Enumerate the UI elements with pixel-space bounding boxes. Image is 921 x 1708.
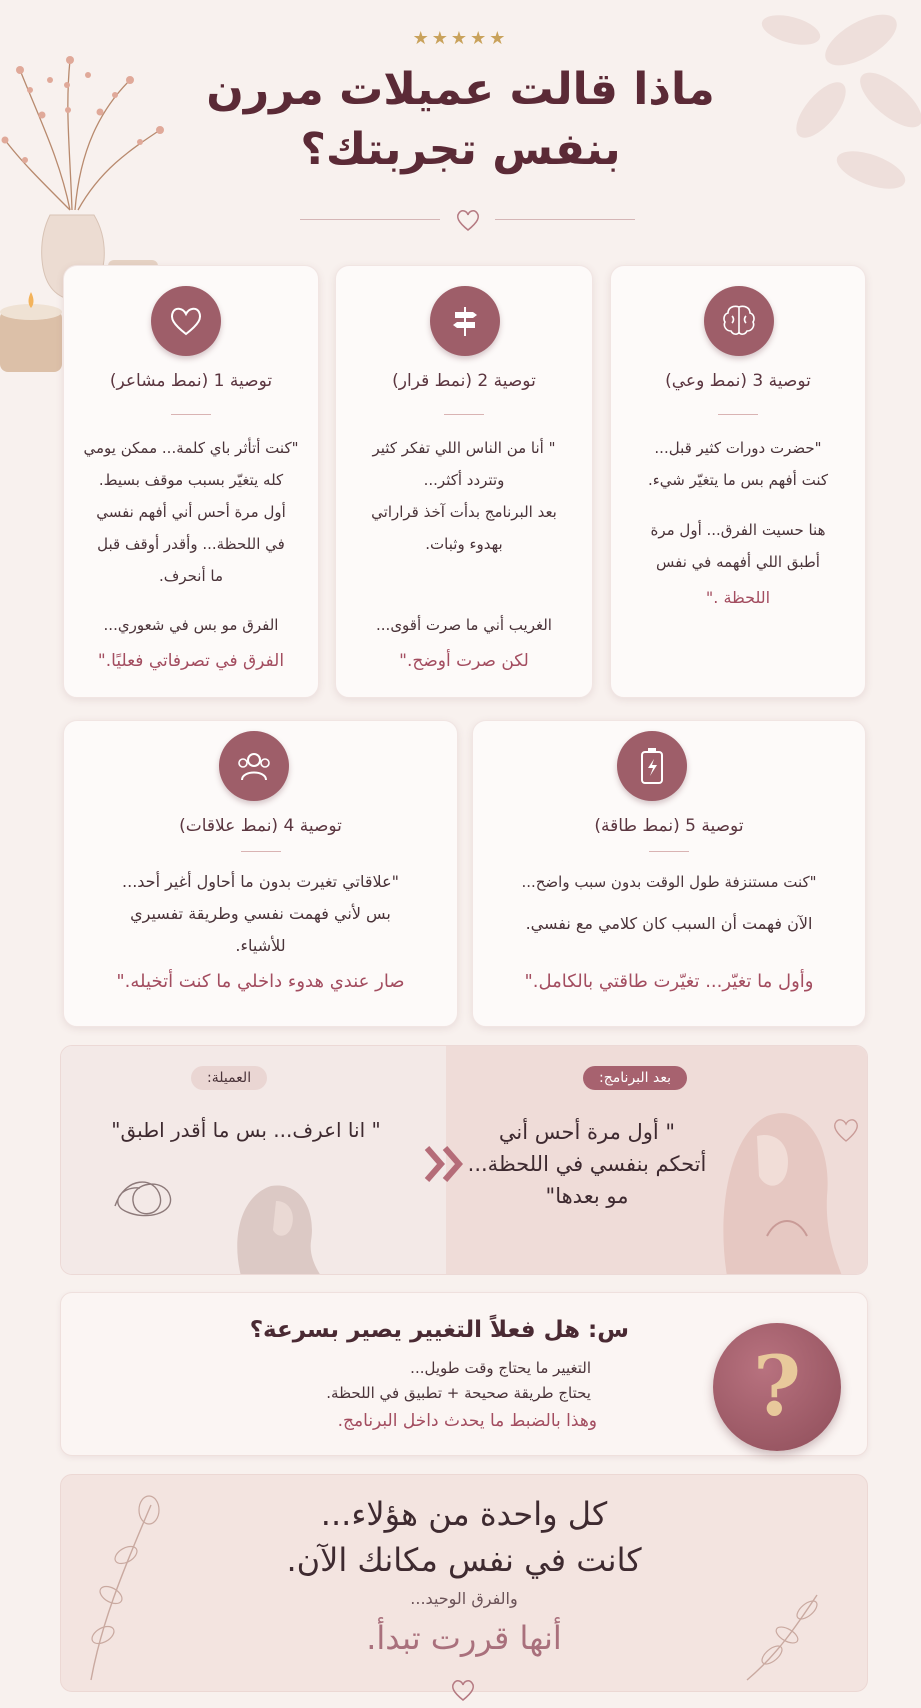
client-quote: " انا اعرف... بس ما أقدر اطبق"	[111, 1118, 381, 1142]
faq-question: س: هل فعلاً التغيير يصير بسرعة؟	[249, 1317, 629, 1343]
quote-line: مو بعدها"	[545, 1184, 629, 1208]
title-underline	[649, 851, 689, 852]
card-plain: الفرق مو بس في شعوري...	[103, 616, 279, 634]
closing-card	[60, 1474, 868, 1692]
faq-answer-line: يحتاج طريقة صحيحة + تطبيق في اللحظة.	[326, 1384, 591, 1402]
quote-line: أطبق اللي أفهمه في نفس	[656, 553, 820, 571]
card-quote	[348, 432, 580, 560]
heart-outline-icon	[450, 1678, 476, 1702]
card-plain: الآن فهمت أن السبب كان كلامي مع نفسي.	[525, 914, 813, 933]
quote-line: في اللحظة... وأقدر أوقف قبل	[97, 535, 285, 553]
signpost-icon	[430, 286, 500, 356]
quote-line: "حضرت دورات كثير قبل...	[654, 439, 822, 457]
card-quote	[623, 432, 853, 496]
quote-line: أتحكم بنفسي في اللحظة...	[467, 1152, 707, 1176]
card-title: توصية 1 (نمط مشاعر)	[109, 371, 273, 391]
closing-line-3: والفرق الوحيد...	[410, 1589, 518, 1608]
client-label: العميلة:	[191, 1066, 267, 1090]
sad-woman-illustration	[181, 1156, 351, 1275]
calm-woman-illustration	[697, 1076, 847, 1275]
card-quote	[485, 866, 853, 898]
quote-line: أول مرة أحس أني أفهم نفسي	[96, 503, 286, 521]
client-before-panel	[61, 1046, 448, 1275]
card-accent: لكن صرت أوضح."	[399, 651, 529, 671]
page-title	[180, 60, 741, 180]
quote-line: "كنت مستنزفة طول الوقت بدون سبب واضح...	[521, 873, 817, 891]
quote-line: بس لأني فهمت نفسي وطريقة تفسيري	[130, 904, 391, 923]
question-mark-icon	[713, 1323, 841, 1451]
card-quote	[76, 866, 445, 962]
heart-outline-icon	[455, 208, 481, 232]
testimonial-card-5	[472, 720, 866, 1027]
quote-line: " أول مرة أحس أني	[498, 1120, 676, 1144]
card-accent: وأول ما تغيّر... تغيّرت طاقتي بالكامل."	[524, 971, 814, 992]
people-icon	[219, 731, 289, 801]
testimonial-card-2	[335, 265, 593, 698]
card-quote-2	[623, 514, 853, 578]
quote-line: "كنت أتأثر باي كلمة... ممكن يومي	[83, 439, 299, 457]
card-plain: الغريب أني ما صرت أقوى...	[376, 616, 552, 634]
quote-line: " أنا من الناس اللي تفكر كثير	[372, 439, 556, 457]
title-underline	[718, 414, 758, 415]
title-underline	[444, 414, 484, 415]
quote-line: كنت أفهم بس ما يتغيّر شيء.	[647, 471, 828, 489]
quote-line: وتتردد أكثر...	[423, 471, 505, 489]
card-title: توصية 5 (نمط طاقة)	[594, 816, 744, 836]
quote-line: بعد البرنامج بدأت آخذ قراراتي	[371, 503, 557, 521]
battery-icon	[617, 731, 687, 801]
faq-answer-accent: وهذا بالضبط ما يحدث داخل البرنامج.	[337, 1411, 597, 1431]
closing-line-4: أنها قررت تبدأ.	[366, 1619, 562, 1657]
quote-line: "علاقاتي تغيرت بدون ما أحاول أغير أحد...	[122, 872, 399, 891]
title-underline	[171, 414, 211, 415]
after-label: بعد البرنامج:	[583, 1066, 687, 1090]
testimonial-card-4	[63, 720, 458, 1027]
quote-line: للأشياء.	[235, 936, 286, 955]
title-underline	[241, 851, 281, 852]
tangle-scribble-icon	[105, 1166, 185, 1226]
title-line-2: بنفس تجربتك؟	[300, 124, 621, 175]
card-accent: اللحظة ."	[705, 588, 771, 607]
divider-line-right	[495, 219, 635, 220]
heart-icon	[151, 286, 221, 356]
title-divider	[300, 208, 635, 230]
title-line-1: ماذا قالت عميلات مررن	[206, 64, 715, 115]
after-program-panel	[446, 1046, 867, 1275]
closing-line-2: كانت في نفس مكانك الآن.	[286, 1541, 642, 1579]
quote-line: بهدوء وثبات.	[425, 535, 503, 553]
card-title: توصية 2 (نمط قرار)	[392, 371, 536, 391]
question-mark-glyph: ?	[752, 1339, 802, 1435]
quote-line: ما أنحرف.	[159, 567, 223, 585]
rating-stars: ★★★★★	[412, 28, 509, 49]
quote-line: كله يتغيّر بسبب موقف بسيط.	[98, 471, 284, 489]
chevron-arrow-icon	[423, 1144, 469, 1184]
card-title: توصية 4 (نمط علاقات)	[179, 816, 342, 836]
after-quote	[457, 1116, 717, 1212]
faq-card	[60, 1292, 868, 1456]
heart-outline-icon	[831, 1116, 861, 1144]
testimonial-card-1	[63, 265, 319, 698]
before-after-panel	[60, 1045, 868, 1275]
card-accent: صار عندي هدوء داخلي ما كنت أتخيله."	[116, 971, 405, 992]
quote-line: هنا حسيت الفرق... أول مرة	[650, 521, 826, 539]
testimonial-card-3	[610, 265, 866, 698]
card-accent: الفرق في تصرفاتي فعليًا."	[97, 651, 285, 671]
card-quote	[76, 432, 306, 592]
closing-line-1: كل واحدة من هؤلاء...	[320, 1495, 608, 1533]
faq-answer-line: التغيير ما يحتاج وقت طويل...	[410, 1359, 591, 1377]
card-title: توصية 3 (نمط وعي)	[665, 371, 811, 391]
brain-icon	[704, 286, 774, 356]
divider-line-left	[300, 219, 440, 220]
